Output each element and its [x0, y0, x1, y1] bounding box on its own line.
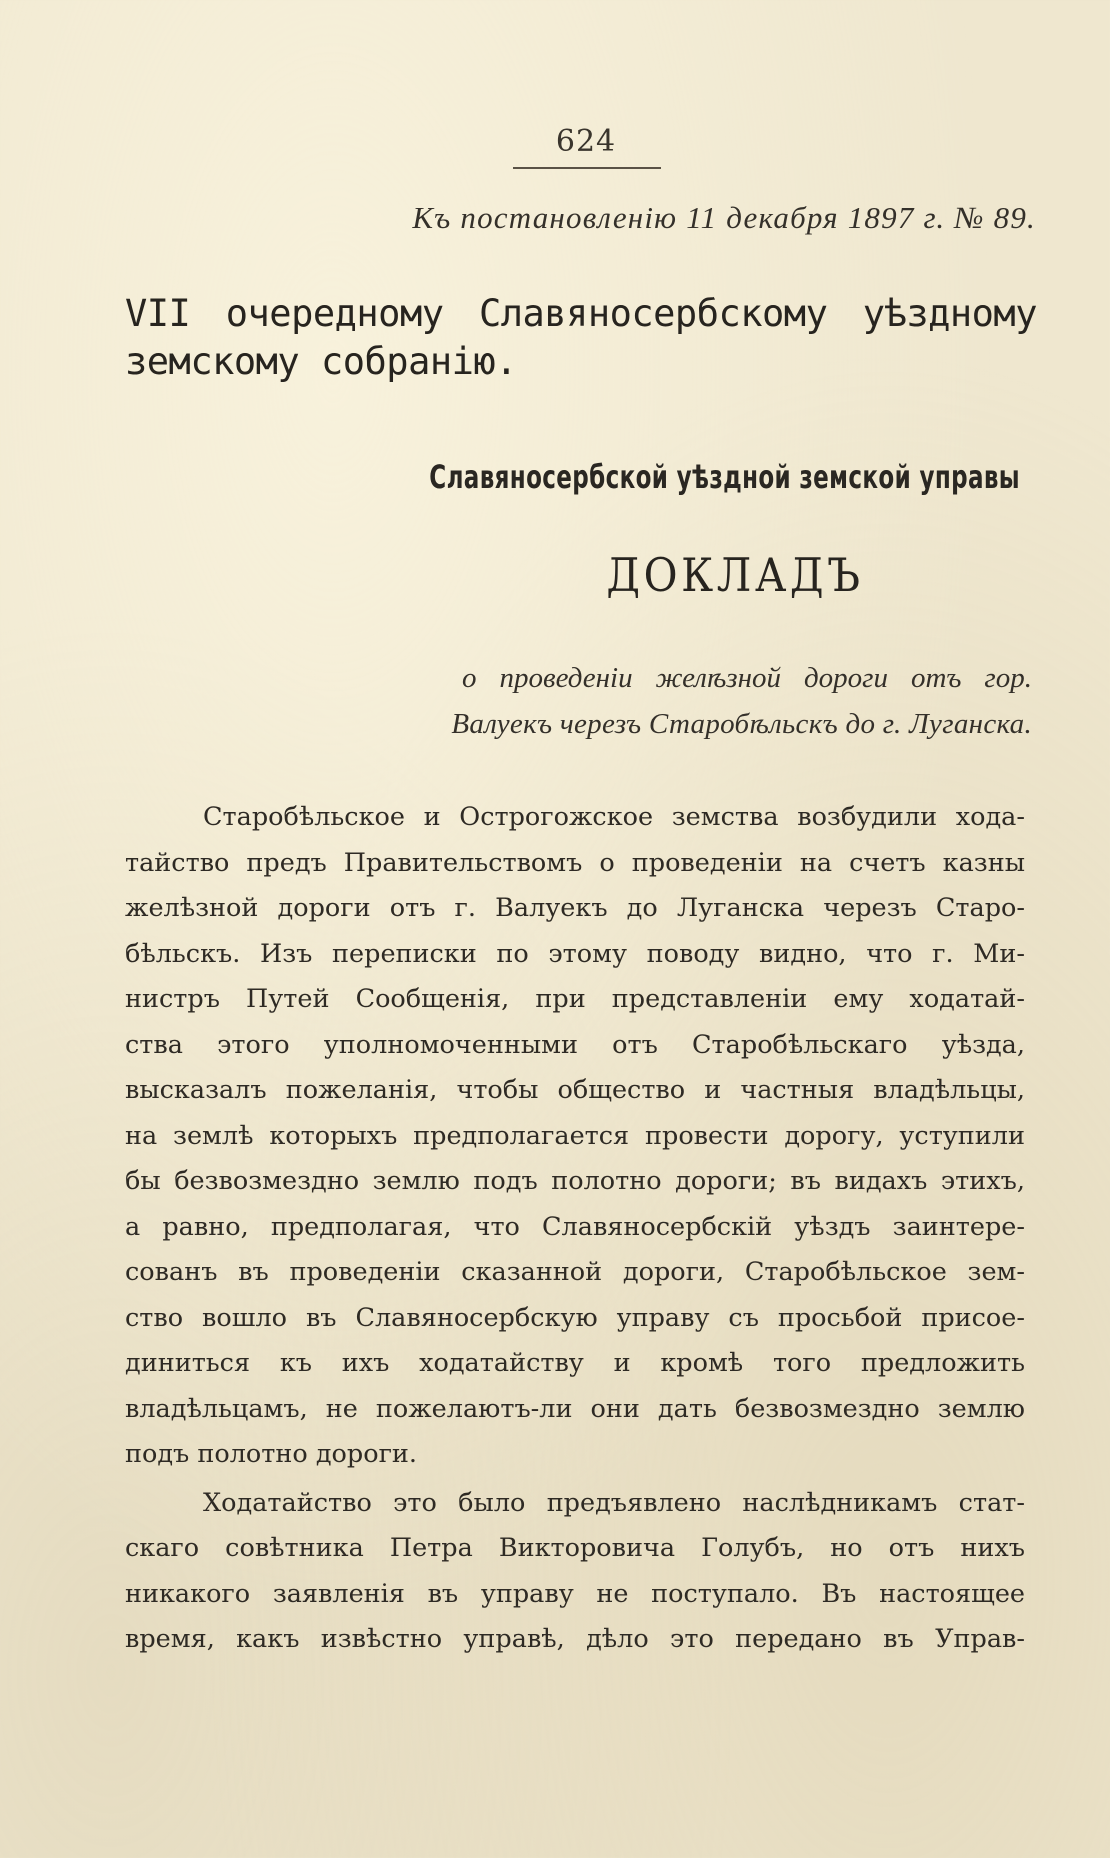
text-line: тайство предъ Правительствомъ о проведеніи на счетъ казны	[125, 847, 1025, 878]
text-line: скаго совѣтника Петра Викторовича Голубъ, но отъ нихъ	[125, 1533, 1025, 1563]
text-line: диниться къ ихъ ходатайству и кромѣ того предложить	[125, 1348, 1025, 1378]
issuing-authority: Славяносербской уѣздной земской управы	[429, 458, 1020, 496]
text-line: бы безвозмездно землю подъ полотно дороги; въ видахъ этихъ,	[125, 1166, 1025, 1196]
page-number-rule	[513, 167, 661, 169]
text-line: на землѣ которыхъ предполагается провести дорогу, уступили	[125, 1120, 1025, 1151]
report-body	[125, 795, 1025, 1663]
text-line: время, какъ извѣстно управѣ, дѣло это передано въ Управ-	[125, 1624, 1025, 1654]
text-line: нистръ Путей Сообщенія, при представленіи ему ходатай-	[125, 984, 1025, 1014]
text-line: Ходатайство это было предъявлено наслѣдникамъ стат-	[203, 1487, 1025, 1518]
text-line: сованъ въ проведеніи сказанной дороги, Старобѣльское зем-	[125, 1257, 1025, 1287]
text-line: высказалъ пожеланія, чтобы общество и частныя владѣльцы,	[125, 1075, 1025, 1105]
addressee-heading-line-1: VII очередному Славяносербскому уѣздному	[125, 292, 1037, 335]
paragraph	[125, 795, 1025, 1478]
report-subject-line-2: Валуекъ черезъ Старобѣльскъ до г. Луганска.	[451, 708, 1032, 740]
paragraph	[125, 1481, 1025, 1663]
page-number: 624	[555, 124, 617, 159]
text-line: никакого заявленія въ управу не поступало. Въ настоящее	[125, 1578, 1025, 1609]
text-line: бѣльскъ. Изъ переписки по этому поводу видно, что г. Ми-	[125, 938, 1025, 969]
document-type-title: ДОКЛАДЪ	[606, 548, 864, 602]
text-line: ство вошло въ Славяносербскую управу съ просьбой присое-	[125, 1302, 1025, 1333]
resolution-reference: Къ постановленію 11 декабря 1897 г. № 89.	[412, 200, 1036, 235]
text-line: подъ полотно дороги.	[125, 1439, 418, 1469]
text-line: а равно, предполагая, что Славяносербскій уѣздъ заинтере-	[125, 1211, 1025, 1242]
text-line: Старобѣльское и Острогожское земства возбудили хода-	[203, 802, 1025, 832]
text-line: владѣльцамъ, не пожелаютъ-ли они дать безвозмездно землю	[125, 1393, 1025, 1424]
report-subject-line-1: о проведеніи желѣзной дороги отъ гор.	[462, 662, 1032, 694]
report-subject	[392, 655, 1032, 747]
text-line: желѣзной дороги отъ г. Валуекъ до Луганска черезъ Старо-	[125, 893, 1025, 923]
addressee-heading	[125, 290, 1037, 386]
addressee-heading-line-2: земскому собранію.	[125, 340, 517, 383]
text-line: ства этого уполномоченными отъ Старобѣльскаго уѣзда,	[125, 1029, 1025, 1060]
